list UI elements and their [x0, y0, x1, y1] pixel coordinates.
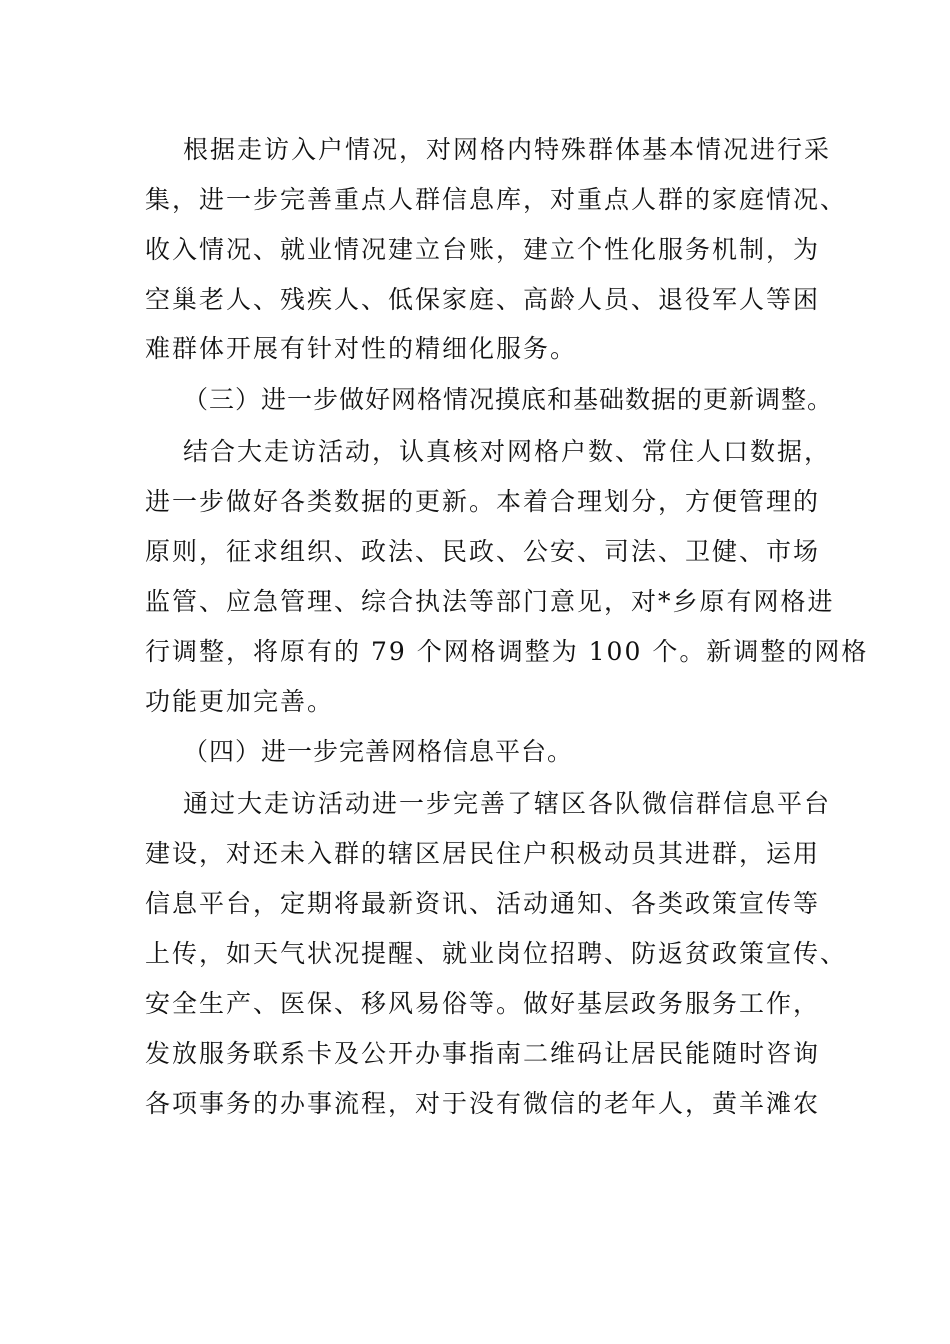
paragraph-3-line-2: 建设，对还未入群的辖区居民住户积极动员其进群，运用 — [145, 839, 821, 868]
paragraph-1-line-2: 集，进一步完善重点人群信息库，对重点人群的家庭情况、 — [145, 185, 848, 214]
paragraph-3-line-3: 信息平台，定期将最新资讯、活动通知、各类政策宣传等 — [145, 889, 821, 918]
paragraph-2-line-4: 监管、应急管理、综合执法等部门意见，对*乡原有网格进 — [145, 587, 835, 616]
paragraph-2-line-5: 行调整，将原有的 79 个网格调整为 100 个。新调整的网格 — [145, 637, 869, 666]
paragraph-3-line-4: 上传，如天气状况提醒、就业岗位招聘、防返贫政策宣传、 — [145, 939, 848, 968]
paragraph-2-line-3: 原则，征求组织、政法、民政、公安、司法、卫健、市场 — [145, 537, 821, 566]
paragraph-3-line-6: 发放服务联系卡及公开办事指南二维码让居民能随时咨询 — [145, 1039, 821, 1068]
paragraph-1-line-1: 根据走访入户情况，对网格内特殊群体基本情况进行采 — [183, 135, 832, 164]
paragraph-2-line-2: 进一步做好各类数据的更新。本着合理划分，方便管理的 — [145, 487, 821, 516]
section-heading-4: （四）进一步完善网格信息平台。 — [183, 737, 574, 766]
section-heading-3: （三）进一步做好网格情况摸底和基础数据的更新调整。 — [183, 385, 834, 414]
paragraph-3-line-1: 通过大走访活动进一步完善了辖区各队微信群信息平台 — [183, 789, 832, 818]
paragraph-2-line-1: 结合大走访活动，认真核对网格户数、常住人口数据， — [183, 437, 832, 466]
paragraph-1-line-5: 难群体开展有针对性的精细化服务。 — [145, 334, 578, 363]
paragraph-2-line-6: 功能更加完善。 — [145, 687, 335, 716]
paragraph-3-line-7: 各项事务的办事流程，对于没有微信的老年人，黄羊滩农 — [145, 1089, 821, 1118]
paragraph-3-line-5: 安全生产、医保、移风易俗等。做好基层政务服务工作， — [145, 989, 821, 1018]
paragraph-1-line-4: 空巢老人、残疾人、低保家庭、高龄人员、退役军人等困 — [145, 285, 821, 314]
paragraph-1-line-3: 收入情况、就业情况建立台账，建立个性化服务机制，为 — [145, 235, 821, 264]
